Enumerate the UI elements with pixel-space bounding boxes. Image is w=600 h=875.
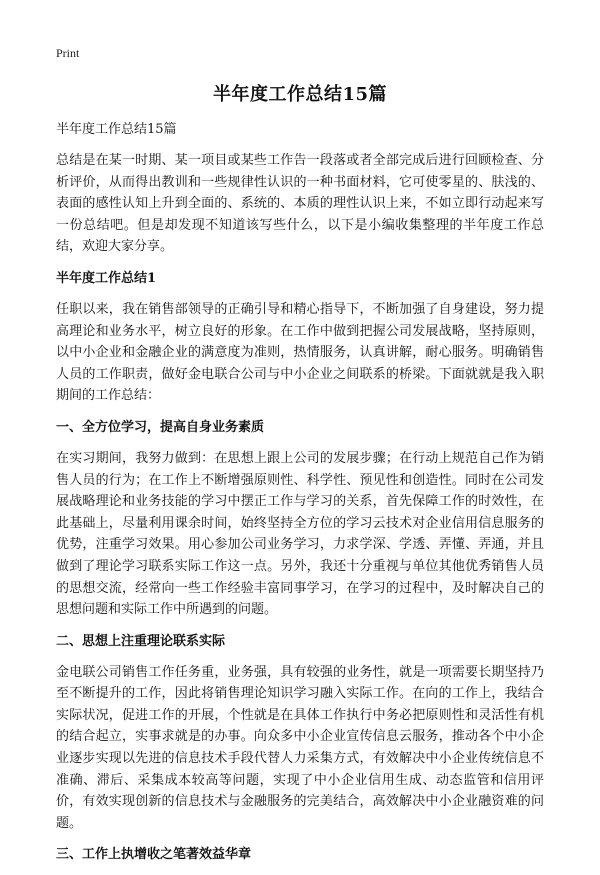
- document-subtitle: 半年度工作总结15篇: [56, 122, 177, 137]
- part2-heading: 二、思想上注重理论联系实际: [56, 633, 226, 649]
- print-label: Print: [56, 46, 80, 60]
- page-title: 半年度工作总结15篇: [212, 84, 388, 105]
- section-intro-paragraph: 任职以来，我在销售部领导的正确引导和精心指导下，不断加强了自身建设，努力提高理论和业务水平，树立良好的形象。在工作中做到把握公司发展战略，坚持原则，以中小企业和金融企业的满意度为准则，热情服务，认真讲解，耐心服务。明确销售人员的工作职责，做好金电联合公司与中小企业之间联系的桥梁。下面就就是我入职期间的工作总结：: [56, 301, 544, 404]
- intro-paragraph: 总结是在某一时期、某一项目或某些工作告一段落或者全部完成后进行回顾检查、分析评价，从而得出教训和一些规律性认识的一种书面材料，它可使零星的、肤浅的、表面的感性认知上升到全面的、系统的、本质的理性认识上来，不如立即行动起来写一份总结吧。但是却发现不知道该写些什么，以下是小编收集整理的半年度工作总结，欢迎大家分享。: [56, 153, 544, 255]
- part2-paragraph: 金电联公司销售工作任务重，业务强，具有较强的业务性，就是一项需要长期坚持乃至不断提升的工作，因此将销售理论知识学习融入实际工作。在向的工作上，我结合实际状况，促进工作的开展，个性就是在具体工作执行中务必把原则性和灵活性有机的结合起立，实事求就是的办事。向众多中小企业宣传信息云服务，推动各个中小企业逐步实现以先进的信息技术手段代替人力采集方式，有效解决中小企业传统信息不准确、滞后、采集成本较高等问题，实现了中小企业信用生成、动态监管和信用评价，有效实现创新的信息技术与金融服务的完美结合，高效解决中小企业融资难的问题。: [56, 664, 544, 831]
- part1-heading: 一、全方位学习，提高自身业务素质: [56, 419, 265, 435]
- document-body: [56, 120, 544, 875]
- part3-heading: 三、工作上执增收之笔著效益华章: [56, 847, 252, 863]
- part1-paragraph: 在实习期间，我努力做到：在思想上跟上公司的发展步骤；在行动上规范自己作为销售人员的行为；在工作上不断增强原则性、科学性、预见性和创造性。同时在公司发展战略理论和业务技能的学习中摆正工作与学习的关系，首先保障工作的时效性，在此基础上，尽量利用课余时间，始终坚持全方位的学习云技术对企业信用信息服务的优势，注重学习效果。用心参加公司业务学习，力求学深、学透、弄懂、弄通，并且做到了理论学习联系实际工作这一点。另外，我还十分重视与单位其他优秀销售人员的思想交流，经常向一些工作经验丰富同事学习，在学习的过程中，及时解决自己的思想问题和实际工作中所遇到的问题。: [56, 450, 544, 618]
- section-heading: 半年度工作总结1: [56, 270, 157, 286]
